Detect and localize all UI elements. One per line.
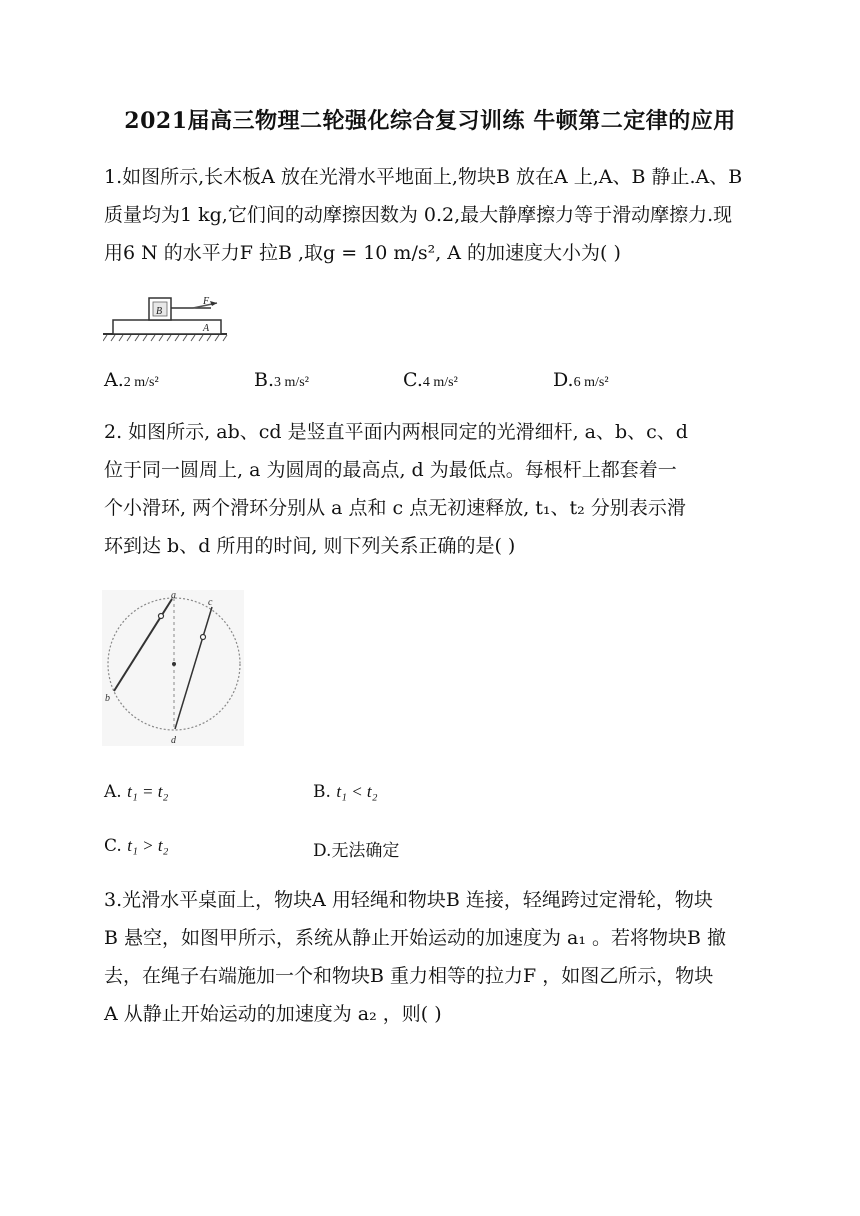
figure-2-label-c: c [208,597,213,608]
question-2-line-1: 2. 如图所示, ab、cd 是竖直平面内两根同定的光滑细杆, a、b、c、d [104,421,688,443]
figure-2-label-d: d [171,735,176,746]
option-label: D. [553,369,574,391]
option-label: B. [313,782,331,802]
question-3-line-2: B 悬空，如图甲所示，系统从静止开始运动的加速度为 a₁ 。若将物块B 撤 [104,927,727,949]
question-1-figure [103,292,229,342]
question-3-line-1: 3.光滑水平桌面上，物块A 用轻绳和物块B 连接，轻绳跨过定滑轮，物块 [104,889,713,911]
option-value: t₁ < t₂ [336,782,378,801]
question-1-line-1: 1.如图所示,长木板A 放在光滑水平地面上,物块B 放在A 上,A、B 静止.A、B [104,166,743,188]
option-value: 3 m/s² [274,375,309,390]
question-3-text [104,881,754,1033]
option-value: t₁ = t₂ [127,782,169,801]
question-2-option-b [313,782,378,802]
option-label: D. [313,841,332,861]
question-2-figure [102,590,244,746]
figure-2-label-a: a [171,590,176,601]
option-value: 6 m/s² [573,375,609,390]
question-2-line-4: 环到达 b、d 所用的时间, 则下列关系正确的是( ) [104,535,516,557]
option-label: C. [104,836,122,856]
question-2-line-3: 个小滑环, 两个滑环分别从 a 点和 c 点无初速释放, t₁、t₂ 分别表示滑 [104,497,686,519]
figure-1-label-b: B [156,306,163,317]
question-3-line-3: 去，在绳子右端施加一个和物块B 重力相等的拉力F ，如图乙所示，物块 [104,965,714,987]
question-2-option-c [104,836,168,856]
option-label: A. [104,782,122,802]
page-title: 2021届高三物理二轮强化综合复习训练 牛顿第二定律的应用 [124,108,736,134]
question-2-option-d [313,836,399,861]
figure-1-label-f: F [203,296,210,307]
question-1-line-3: 用6 N 的水平力F 拉B ,取g = 10 m/s², A 的加速度大小为( ) [104,242,621,264]
question-1-option-d [553,369,609,391]
question-1-line-2: 质量均为1 kg,它们间的动摩擦因数为 0.2,最大静摩擦力等于滑动摩擦力.现 [104,204,733,226]
option-label: C. [403,369,423,391]
question-1-option-c [403,369,458,391]
question-2-line-2: 位于同一圆周上, a 为圆周的最高点, d 为最低点。每根杆上都套着一 [104,459,677,481]
question-3-line-4: A 从静止开始运动的加速度为 a₂ ，则( ) [104,1003,442,1025]
question-2-text [104,413,754,565]
question-1-text [104,158,754,272]
question-1-option-b [254,369,309,391]
option-label: A. [104,369,124,391]
figure-2-label-b: b [105,693,110,704]
question-2-option-a [104,782,168,802]
option-value: 无法确定 [331,841,400,861]
option-value: 4 m/s² [422,375,458,390]
question-1-option-a [104,369,159,391]
option-value: t₁ > t₂ [127,836,169,855]
option-value: 2 m/s² [123,375,159,390]
option-label: B. [254,369,275,391]
figure-1-label-a: A [203,323,210,334]
